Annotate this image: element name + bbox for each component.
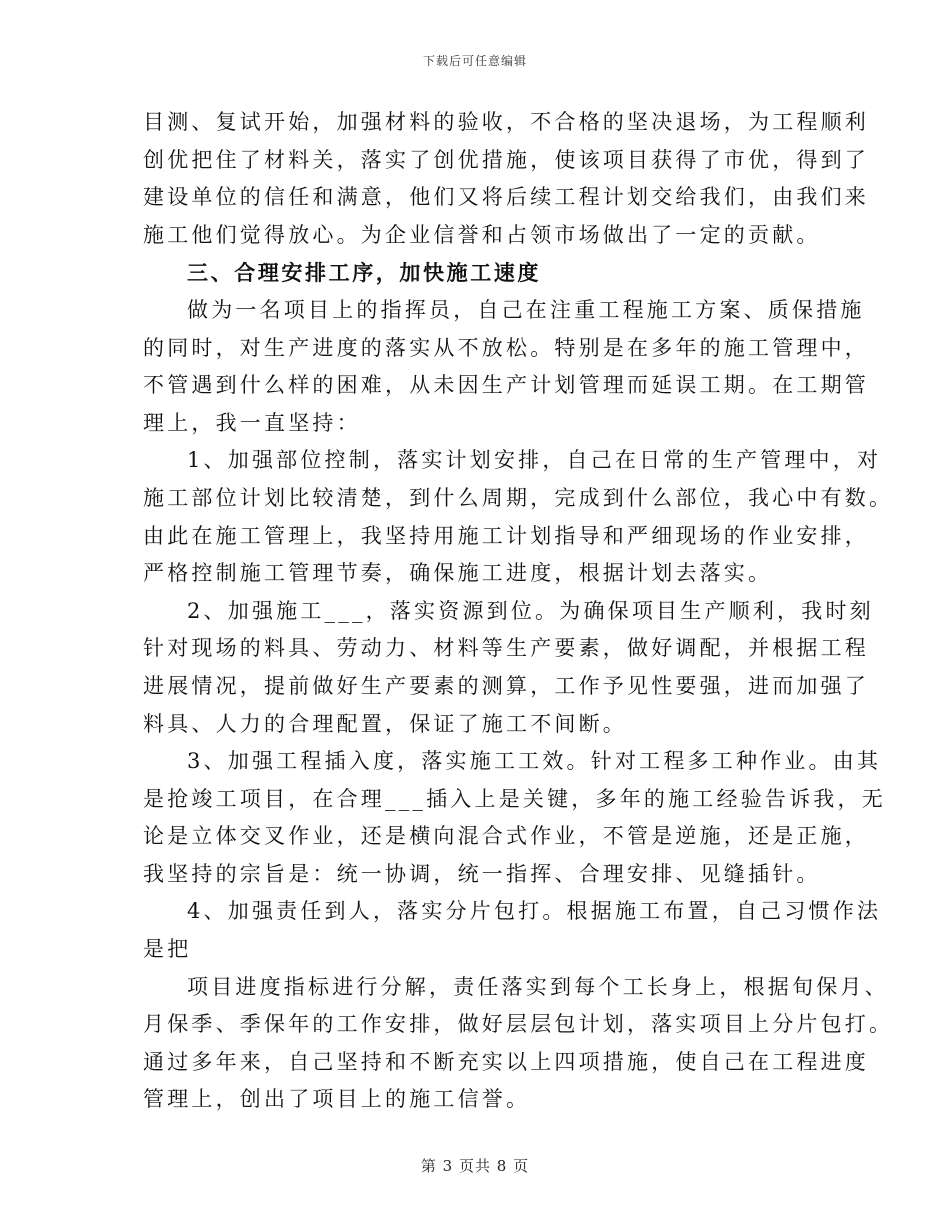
text-line: 1、加强部位控制，落实计划安排，自己在日常的生产管理中，对 [187, 448, 882, 473]
text-line: 做为一名项目上的指挥员，自己在注重工程施工方案、质保措施 [187, 297, 865, 322]
text-line: 由此在施工管理上，我坚持用施工计划指导和严细现场的作业安排， [143, 523, 869, 548]
paragraph-2 [143, 292, 869, 442]
text-line: 是把 [143, 937, 192, 962]
text-line: 针对现场的料具、劳动力、材料等生产要素，做好调配，并根据工程 [143, 636, 869, 661]
text-line: 进展情况，提前做好生产要素的测算，工作予见性要强，进而加强了 [143, 673, 869, 698]
text-line: 我坚持的宗旨是：统一协调，统一指挥、合理安排、见缝插针。 [143, 861, 821, 886]
paragraph-7 [143, 969, 894, 1119]
text-line: 不管遇到什么样的困难，从未因生产计划管理而延误工期。在工期管 [143, 373, 869, 398]
text-line: 施工他们觉得放心。为企业信誉和占领市场做出了一定的贡献。 [143, 222, 821, 247]
text-line: 通过多年来，自己坚持和不断充实以上四项措施，使自己在工程进度 [143, 1049, 869, 1074]
text-line: 2、加强施工___，落实资源到位。为确保项目生产顺利，我时刻 [187, 598, 874, 623]
text-line: 理上，我一直坚持： [143, 410, 361, 435]
text-line: 月保季、季保年的工作安排，做好层层包计划，落实项目上分片包打。 [143, 1012, 894, 1037]
paragraph-6 [143, 893, 882, 968]
page-header: 下载后可任意编辑 [422, 54, 527, 68]
section-heading [143, 254, 809, 292]
text-line: 创优把住了材料关，落实了创优措施，使该项目获得了市优，得到了 [143, 147, 869, 172]
paragraph-5 [143, 743, 886, 893]
text-line: 目测、复试开始，加强材料的验收，不合格的坚决退场，为工程顺利 [143, 110, 869, 134]
paragraph-3 [143, 442, 894, 592]
text-line: 3、加强工程插入度，落实施工工效。针对工程多工种作业。由其 [187, 749, 882, 774]
text-line: 4、加强责任到人，落实分片包打。根据施工布置，自己习惯作法 [187, 899, 882, 924]
text-line: 严格控制施工管理节奏，确保施工进度，根据计划去落实。 [143, 561, 773, 586]
text-line: 施工部位计划比较清楚，到什么周期，完成到什么部位，我心中有数。 [143, 485, 894, 510]
text-line: 论是立体交叉作业，还是横向混合式作业，不管是逆施，还是正施， [143, 824, 869, 849]
text-line: 管理上，创出了项目上的施工信誉。 [143, 1087, 531, 1112]
text-line: 料具、人力的合理配置，保证了施工不间断。 [143, 711, 627, 736]
document-body [143, 104, 894, 1119]
text-line: 项目进度指标进行分解，责任落实到每个工长身上，根据旬保月、 [187, 974, 889, 999]
paragraph-1 [143, 104, 869, 254]
text-line: 的同时，对生产进度的落实从不放松。特别是在多年的施工管理中， [143, 335, 869, 360]
heading-text: 三、合理安排工序，加快施工速度 [187, 260, 541, 286]
text-line: 建设单位的信任和满意，他们又将后续工程计划交给我们，由我们来 [143, 185, 869, 210]
paragraph-4 [143, 593, 874, 743]
text-line: 是抢竣工项目，在合理___插入上是关键，多年的施工经验告诉我，无 [143, 786, 886, 811]
page-footer: 第 3 页共 8 页 [420, 1157, 530, 1175]
